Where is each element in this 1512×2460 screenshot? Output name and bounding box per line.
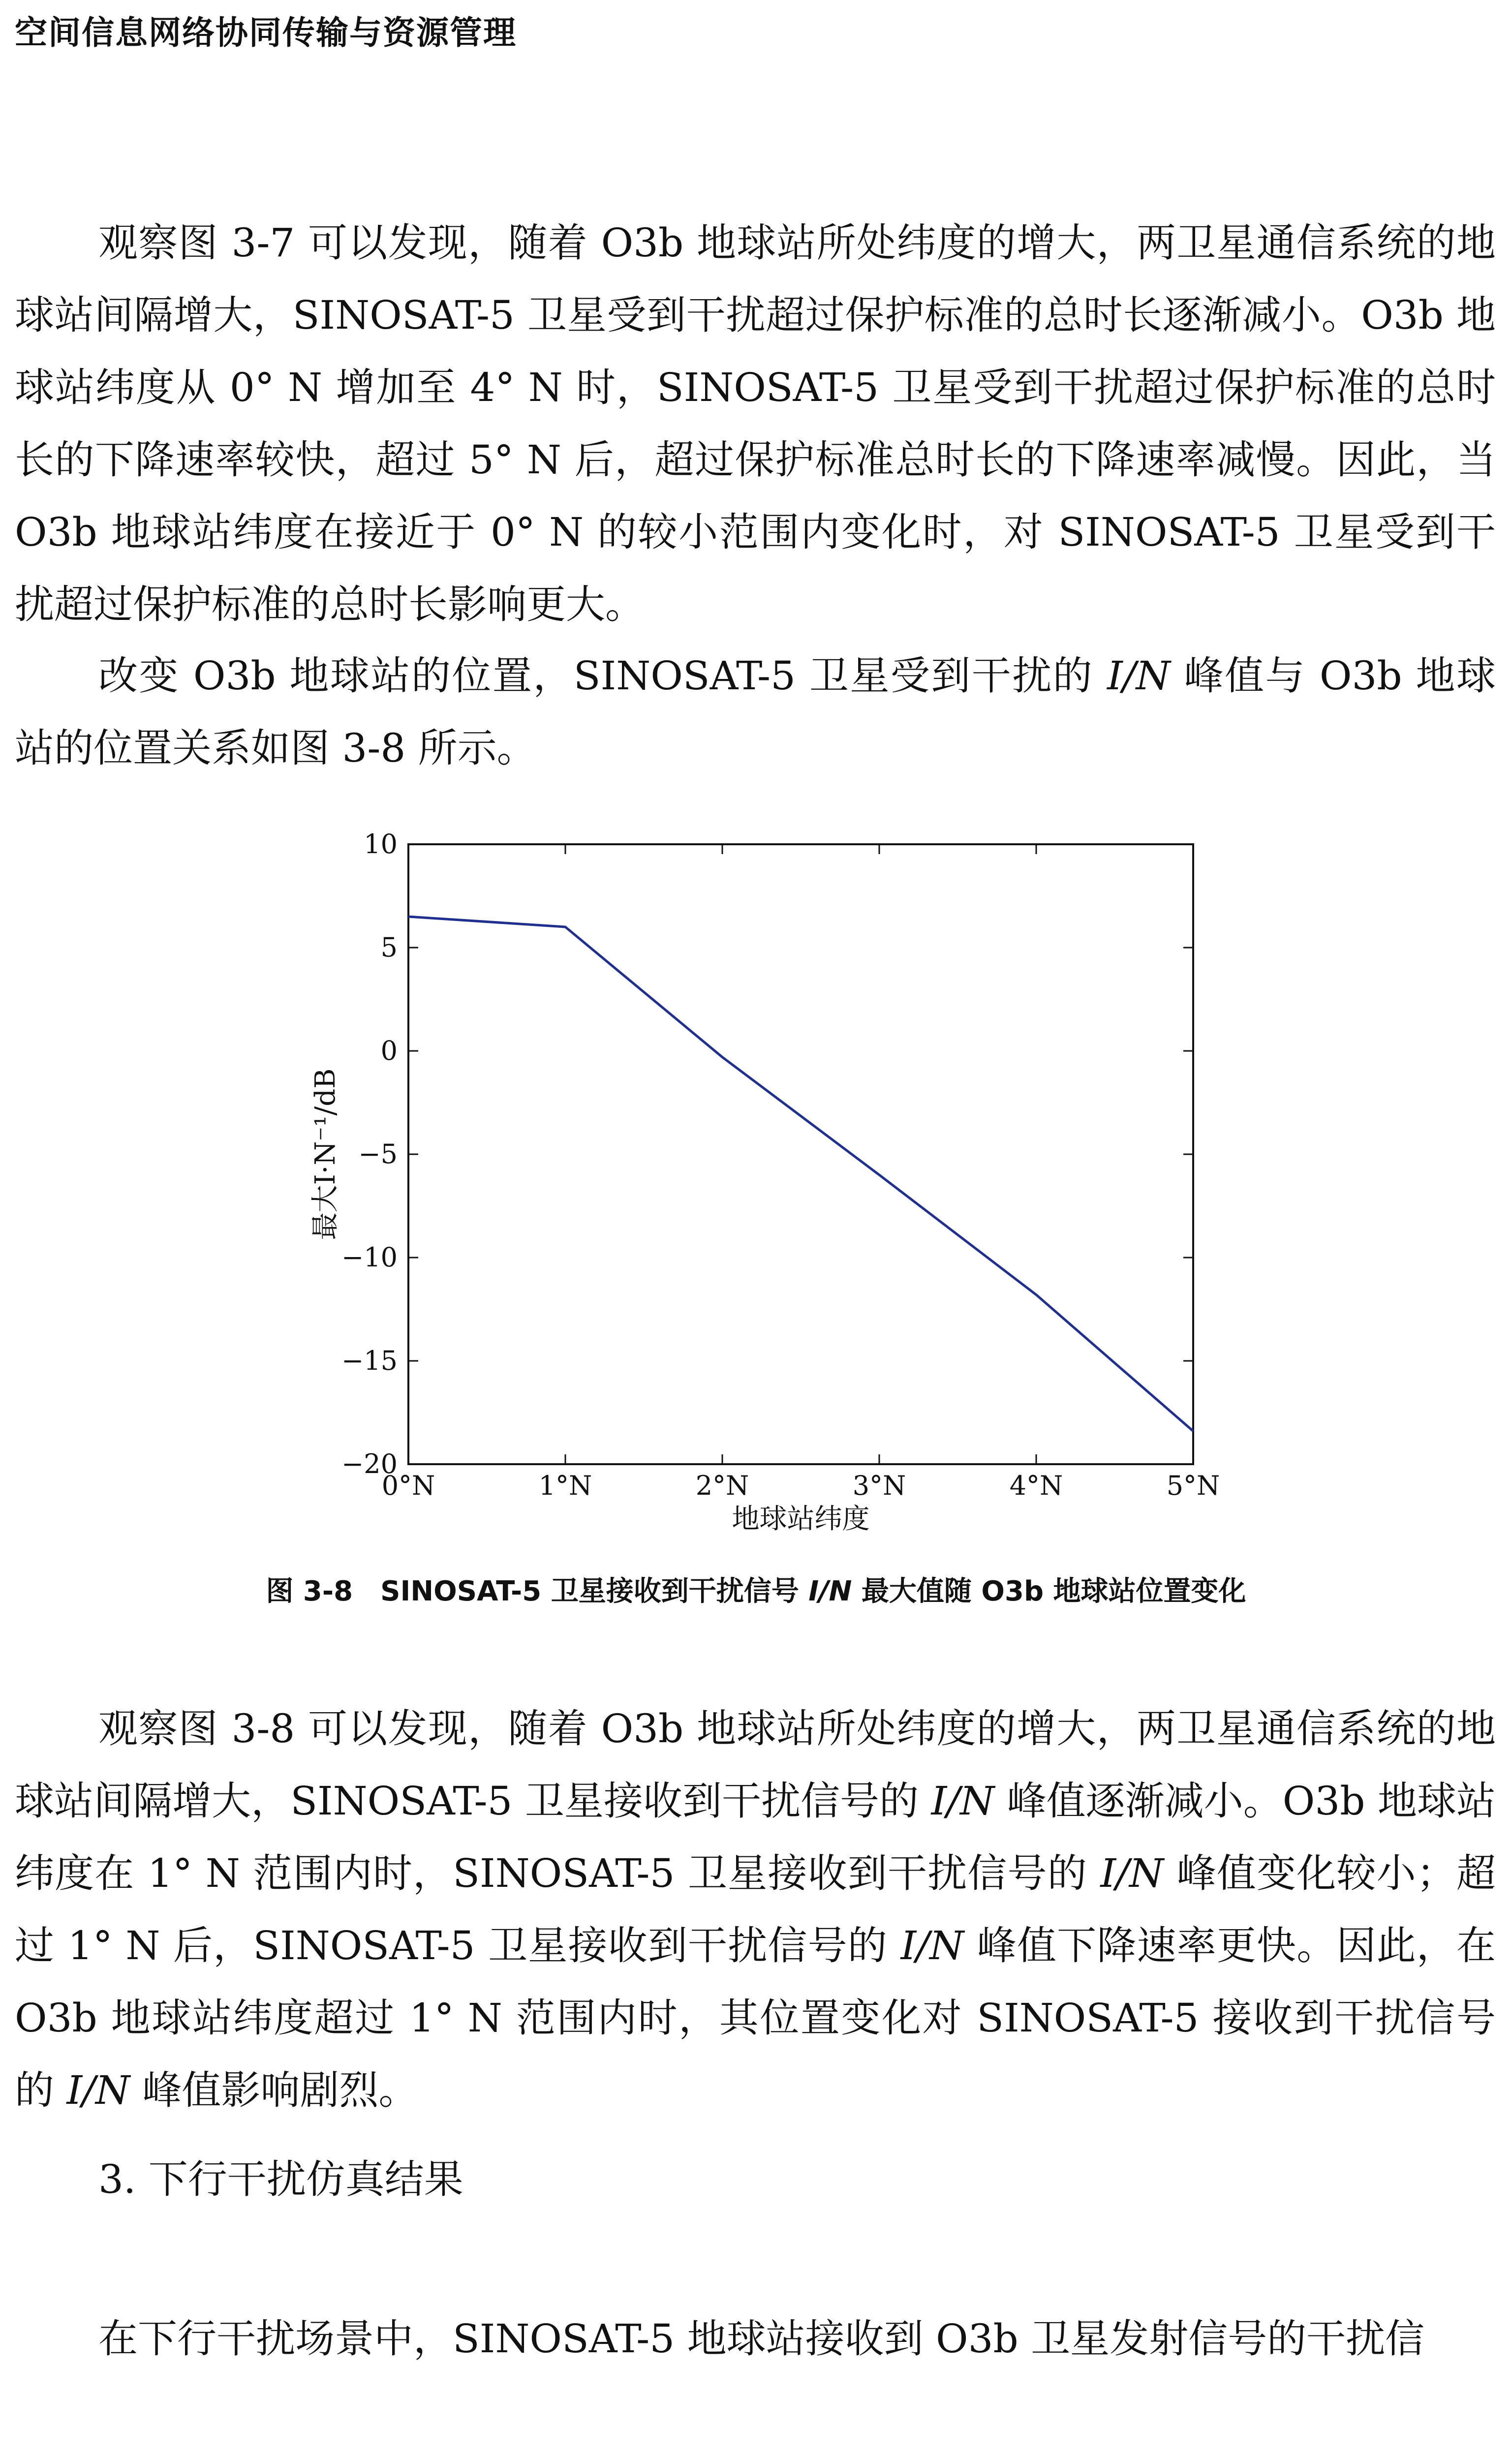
y-tick-label: 10 <box>364 829 398 860</box>
y-tick-label: −20 <box>341 1448 398 1479</box>
paragraph-3-text-e: 峰值影响剧烈。 <box>130 2067 418 2113</box>
figure-caption <box>0 1572 1512 1611</box>
caption-italic: I/N <box>808 1575 852 1607</box>
paragraph-3-italic-a: I/N <box>931 1778 995 1824</box>
paragraph-2-text-b: 峰值与 O3b 地球站的位置关系如图 3-8 所示。 <box>15 653 1496 771</box>
y-tick-label: −10 <box>341 1242 398 1273</box>
paragraph-2-text-a: 改变 O3b 地球站的位置，SINOSAT-5 卫星受到干扰的 <box>98 653 1108 699</box>
figure-3-8-chart <box>0 812 1512 1550</box>
caption-text-a: 图 3-8 SINOSAT-5 卫星接收到干扰信号 <box>266 1575 809 1607</box>
y-tick-label: 5 <box>380 932 398 963</box>
x-tick-label: 2°N <box>695 1470 749 1501</box>
paragraph-3-text-c: 峰值变化较小；超过 1° N 后，SINOSAT-5 卫星接收到干扰信号的 <box>15 1850 1496 1968</box>
x-axis-label: 地球站纬度 <box>732 1503 870 1535</box>
paragraph-2 <box>15 640 1496 784</box>
paragraph-1: 观察图 3-7 可以发现，随着 O3b 地球站所处纬度的增大，两卫星通信系统的地球站间隔增大，SINOSAT-5 卫星受到干扰超过保护标准的总时长逐渐减小。O3b 地球站纬度从 0° N 增加至 4° N 时，SINOSAT-5 卫星受到干扰超过保护标准的总时长的下降速率较快，超过 5° N 后，超过保护标准总时长的下降速率减慢。因此，当 O3b 地球站纬度在接近于 0° N 的较小范围内变化时，对 SINOSAT-5 卫星受到干扰超过保护标准的总时长影响更大。 <box>15 220 1496 627</box>
paragraph-3 <box>15 1692 1496 2126</box>
section-heading: 3. 下行干扰仿真结果 <box>98 2156 463 2202</box>
paragraph-3-text-b: 峰值逐渐减小。O3b 地球站纬度在 1° N 范围内时，SINOSAT-5 卫星接收到干扰信号的 <box>15 1778 1496 1896</box>
paragraph-3-italic-b: I/N <box>1100 1850 1164 1896</box>
x-tick-label: 0°N <box>381 1470 435 1501</box>
paragraph-4: 在下行干扰场景中，SINOSAT-5 地球站接收到 O3b 卫星发射信号的干扰信 <box>98 2316 1425 2362</box>
running-header: 空间信息网络协同传输与资源管理 <box>15 14 517 52</box>
y-tick-label: −15 <box>341 1345 398 1376</box>
x-tick-label: 5°N <box>1166 1470 1220 1501</box>
paragraph-3-text-d: 峰值下降速率更快。因此，在 O3b 地球站纬度超过 1° N 范围内时，其位置变化对 SINOSAT-5 接收到干扰信号的 <box>15 1923 1496 2113</box>
x-tick-label: 3°N <box>852 1470 906 1501</box>
y-axis-label: 最大I·N⁻¹/dB <box>309 1068 341 1240</box>
plot-frame <box>408 844 1193 1464</box>
series-line <box>408 917 1193 1431</box>
paragraph-3-italic-c: I/N <box>900 1923 964 1968</box>
caption-text-b: 最大值随 O3b 地球站位置变化 <box>852 1575 1246 1607</box>
paragraph-3-text-a: 观察图 3-8 可以发现，随着 O3b 地球站所处纬度的增大，两卫星通信系统的地球站间隔增大，SINOSAT-5 卫星接收到干扰信号的 <box>15 1706 1496 1824</box>
y-tick-label: 0 <box>380 1035 398 1066</box>
paragraph-3-italic-d: I/N <box>66 2067 130 2113</box>
y-tick-label: −5 <box>358 1138 398 1169</box>
paragraph-2-italic: I/N <box>1107 653 1171 699</box>
x-tick-label: 4°N <box>1009 1470 1063 1501</box>
x-tick-label: 1°N <box>538 1470 592 1501</box>
